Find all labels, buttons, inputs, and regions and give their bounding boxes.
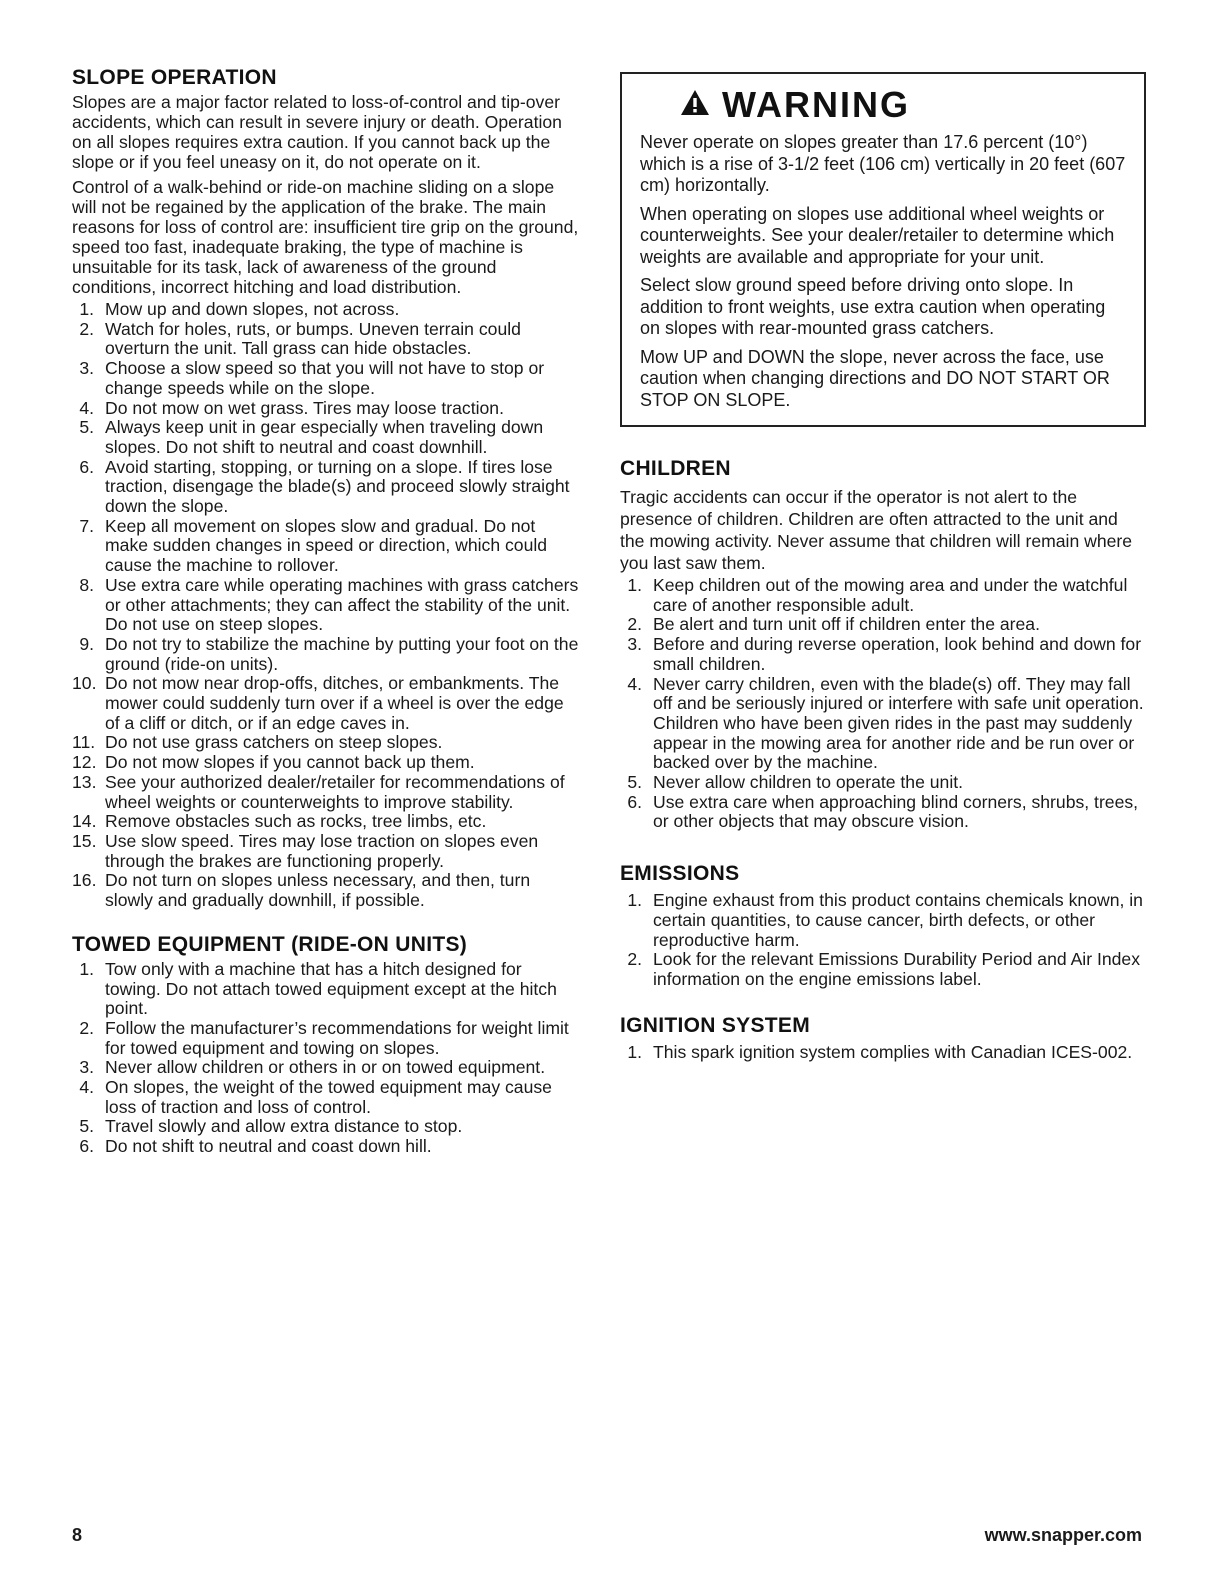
list-item-text: Use slow speed. Tires may lose traction on slopes even through the brakes are functioning properly. — [105, 830, 539, 871]
right-column — [620, 72, 1144, 1062]
slope-list — [72, 300, 580, 911]
list-item-number: 2. — [627, 949, 642, 970]
warning-paragraph: Never operate on slopes greater than 17.6 percent (10°) which is a rise of 3-1/2 feet (106 cm) vertically in 20 feet (607 cm) horizontally. — [640, 132, 1126, 195]
left-column — [72, 66, 580, 1157]
list-item-number: 8. — [79, 574, 94, 595]
list-item — [72, 812, 580, 832]
list-item-number: 3. — [79, 1057, 94, 1078]
list-item-text: Avoid starting, stopping, or turning on a slope. If tires lose traction, disengage the blade(s) and proceed slowly straight down the slope. — [105, 456, 570, 517]
list-item-text: See your authorized dealer/retailer for recommendations of wheel weights or counterweights to improve stability. — [105, 771, 565, 812]
list-item-number: 4. — [627, 673, 642, 694]
list-item-number: 15. — [72, 830, 97, 851]
list-item-number: 4. — [79, 1077, 94, 1098]
list-item-text: Engine exhaust from this product contains chemicals known, in certain quantities, to cause cancer, birth defects, or other reproductive harm. — [653, 890, 1143, 950]
list-item — [620, 950, 1144, 989]
list-item — [72, 1019, 580, 1058]
list-item-text: On slopes, the weight of the towed equipment may cause loss of traction and loss of control. — [105, 1077, 552, 1117]
footer-website-url: www.snapper.com — [984, 1525, 1142, 1545]
list-item — [72, 1137, 580, 1157]
list-item-text: Do not mow slopes if you cannot back up them. — [105, 752, 475, 773]
list-item-text: Do not shift to neutral and coast down hill. — [105, 1136, 432, 1157]
list-item-number: 16. — [72, 870, 97, 891]
list-item-number: 12. — [72, 752, 97, 773]
list-item-number: 7. — [79, 515, 94, 536]
list-item — [72, 359, 580, 398]
list-item-text: Never allow children or others in or on towed equipment. — [105, 1057, 546, 1078]
list-item-number: 6. — [627, 791, 642, 812]
list-item — [72, 773, 580, 812]
list-item-number: 1. — [79, 299, 94, 319]
list-item-text: Tow only with a machine that has a hitch designed for towing. Do not attach towed equipment except at the hitch point. — [105, 958, 557, 1019]
list-item — [72, 1117, 580, 1137]
ignition-heading: IGNITION SYSTEM — [620, 1013, 811, 1037]
list-item-text: Follow the manufacturer’s recommendations for weight limit for towed equipment and towing on slopes. — [105, 1017, 569, 1058]
slope-operation-section — [72, 66, 580, 911]
warning-title: WARNING — [722, 84, 910, 125]
warning-paragraph: Select slow ground speed before driving onto slope. In addition to front weights, use extra caution when operating on slopes with rear-mounted grass catchers. — [640, 275, 1106, 338]
towed-equipment-section — [72, 933, 580, 1157]
list-item — [620, 793, 1144, 832]
list-item — [72, 674, 580, 733]
list-item-text: Do not turn on slopes unless necessary, and then, turn slowly and gradually downhill, if possible. — [105, 870, 531, 911]
list-item-number: 4. — [79, 397, 94, 418]
list-item — [620, 576, 1144, 615]
emissions-section — [620, 862, 1144, 990]
emissions-list — [620, 891, 1144, 990]
warning-paragraph: Mow UP and DOWN the slope, never across the face, use caution when changing directions and DO NOT START OR STOP ON SLOPE. — [640, 346, 1110, 410]
list-item-text: Travel slowly and allow extra distance to stop. — [105, 1116, 463, 1137]
list-item-number: 6. — [79, 456, 94, 477]
warning-header — [680, 84, 1126, 126]
list-item — [72, 832, 580, 871]
children-heading: CHILDREN — [620, 457, 731, 480]
list-item — [72, 399, 580, 419]
list-item — [620, 773, 1144, 793]
list-item-text: Remove obstacles such as rocks, tree limbs, etc. — [105, 811, 487, 832]
list-item-number: 13. — [72, 771, 97, 792]
list-item-number: 1. — [627, 1041, 642, 1062]
list-item — [72, 635, 580, 674]
list-item — [620, 615, 1144, 635]
list-item — [72, 576, 580, 635]
list-item-number: 2. — [79, 318, 94, 339]
list-item — [620, 635, 1144, 674]
list-item-text: Never carry children, even with the blade(s) off. They may fall off and be seriously injured or interfere with safe unit operation. Children who have been given rides in the past may suddenly appear in the mowing area for another ride and be run over or backed over by the machine. — [653, 673, 1144, 773]
list-item-text: This spark ignition system complies with Canadian ICES-002. — [653, 1041, 1133, 1062]
list-item-text: Keep all movement on slopes slow and gradual. Do not make sudden changes in speed or direction, which could cause the machine to rollover. — [105, 515, 548, 576]
list-item-text: Do not mow near drop-offs, ditches, or embankments. The mower could suddenly turn over if a wheel is over the edge of a cliff or ditch, or if an edge caves in. — [105, 673, 564, 733]
list-item-text: Choose a slow speed so that you will not have to stop or change speeds while on the slope. — [105, 358, 545, 398]
list-item-number: 2. — [627, 614, 642, 635]
list-item — [72, 320, 580, 359]
warning-paragraph: When operating on slopes use additional wheel weights or counterweights. See your dealer/retailer to determine which weights are available and appropriate for your unit. — [640, 203, 1115, 267]
list-item — [620, 891, 1144, 950]
towed-list — [72, 960, 580, 1157]
list-item-text: Look for the relevant Emissions Durability Period and Air Index information on the engine emissions label. — [653, 949, 1141, 989]
list-item — [72, 1058, 580, 1078]
list-item-text: Be alert and turn unit off if children enter the area. — [653, 614, 1040, 635]
list-item — [72, 300, 580, 320]
ignition-list — [620, 1043, 1144, 1063]
list-item-text: Use extra care while operating machines with grass catchers or other attachments; they can affect the stability of the unit. Do not use on steep slopes. — [105, 574, 579, 635]
page-number: 8 — [72, 1525, 83, 1545]
list-item-text: Do not use grass catchers on steep slopes. — [105, 732, 443, 753]
children-list — [620, 576, 1144, 832]
list-item-number: 10. — [72, 673, 97, 694]
list-item-number: 3. — [627, 634, 642, 655]
list-item — [72, 458, 580, 517]
list-item-number: 14. — [72, 811, 97, 832]
slope-intro-paragraph-1: Slopes are a major factor related to loss-of-control and tip-over accidents, which can result in severe injury or death. Operation on all slopes requires extra caution. If you cannot back up the slope or if you feel uneasy on it, do not operate on it. — [72, 92, 562, 172]
list-item-text: Do not mow on wet grass. Tires may loose traction. — [105, 397, 504, 418]
list-item-text: Keep children out of the mowing area and under the watchful care of another responsible adult. — [653, 575, 1128, 615]
list-item — [620, 1043, 1144, 1063]
list-item-number: 5. — [627, 772, 642, 793]
slope-operation-heading: SLOPE OPERATION — [72, 66, 277, 89]
slope-intro-paragraph-2: Control of a walk-behind or ride-on machine sliding on a slope will not be regained by the application of the brake. The main reasons for loss of control are: insufficient tire grip on the ground, speed too fast, inadequate braking, the type of machine is unsuitable for its task, lack of awareness of the ground conditions, incorrect hitching and load distribution. — [72, 177, 579, 297]
list-item — [72, 1078, 580, 1117]
list-item-text: Use extra care when approaching blind corners, shrubs, trees, or other objects that may obscure vision. — [653, 791, 1139, 832]
list-item — [72, 733, 580, 753]
list-item-text: Do not try to stabilize the machine by putting your foot on the ground (ride-on units). — [105, 633, 579, 674]
list-item-text: Before and during reverse operation, look behind and down for small children. — [653, 634, 1142, 674]
emissions-heading: EMISSIONS — [620, 862, 740, 886]
warning-box — [620, 72, 1146, 427]
warning-triangle-icon — [680, 89, 722, 121]
list-item-number: 1. — [627, 890, 642, 911]
children-section — [620, 457, 1144, 832]
list-item-number: 1. — [627, 575, 642, 595]
list-item-number: 1. — [79, 958, 94, 979]
list-item — [72, 517, 580, 576]
ignition-section — [620, 1014, 1144, 1063]
list-item-number: 9. — [79, 633, 94, 654]
list-item — [72, 960, 580, 1019]
list-item — [620, 675, 1144, 774]
list-item-text: Watch for holes, ruts, or bumps. Uneven terrain could overturn the unit. Tall grass can hide obstacles. — [105, 318, 521, 359]
towed-equipment-heading: TOWED EQUIPMENT (RIDE-ON UNITS) — [72, 932, 468, 956]
list-item-number: 2. — [79, 1017, 94, 1038]
list-item-number: 5. — [79, 1116, 94, 1137]
list-item-number: 11. — [72, 732, 96, 753]
children-intro-paragraph: Tragic accidents can occur if the operator is not alert to the presence of children. Children are often attracted to the unit and the mowing activity. Never assume that children will remain where you last saw them. — [620, 487, 1133, 573]
list-item-number: 5. — [79, 417, 94, 438]
list-item-text: Always keep unit in gear especially when traveling down slopes. Do not shift to neutral and coast downhill. — [105, 417, 544, 457]
list-item — [72, 418, 580, 457]
list-item — [72, 753, 580, 773]
list-item — [72, 871, 580, 910]
list-item-number: 6. — [79, 1136, 94, 1157]
list-item-text: Mow up and down slopes, not across. — [105, 299, 400, 319]
list-item-text: Never allow children to operate the unit. — [653, 772, 964, 793]
list-item-number: 3. — [79, 358, 94, 379]
